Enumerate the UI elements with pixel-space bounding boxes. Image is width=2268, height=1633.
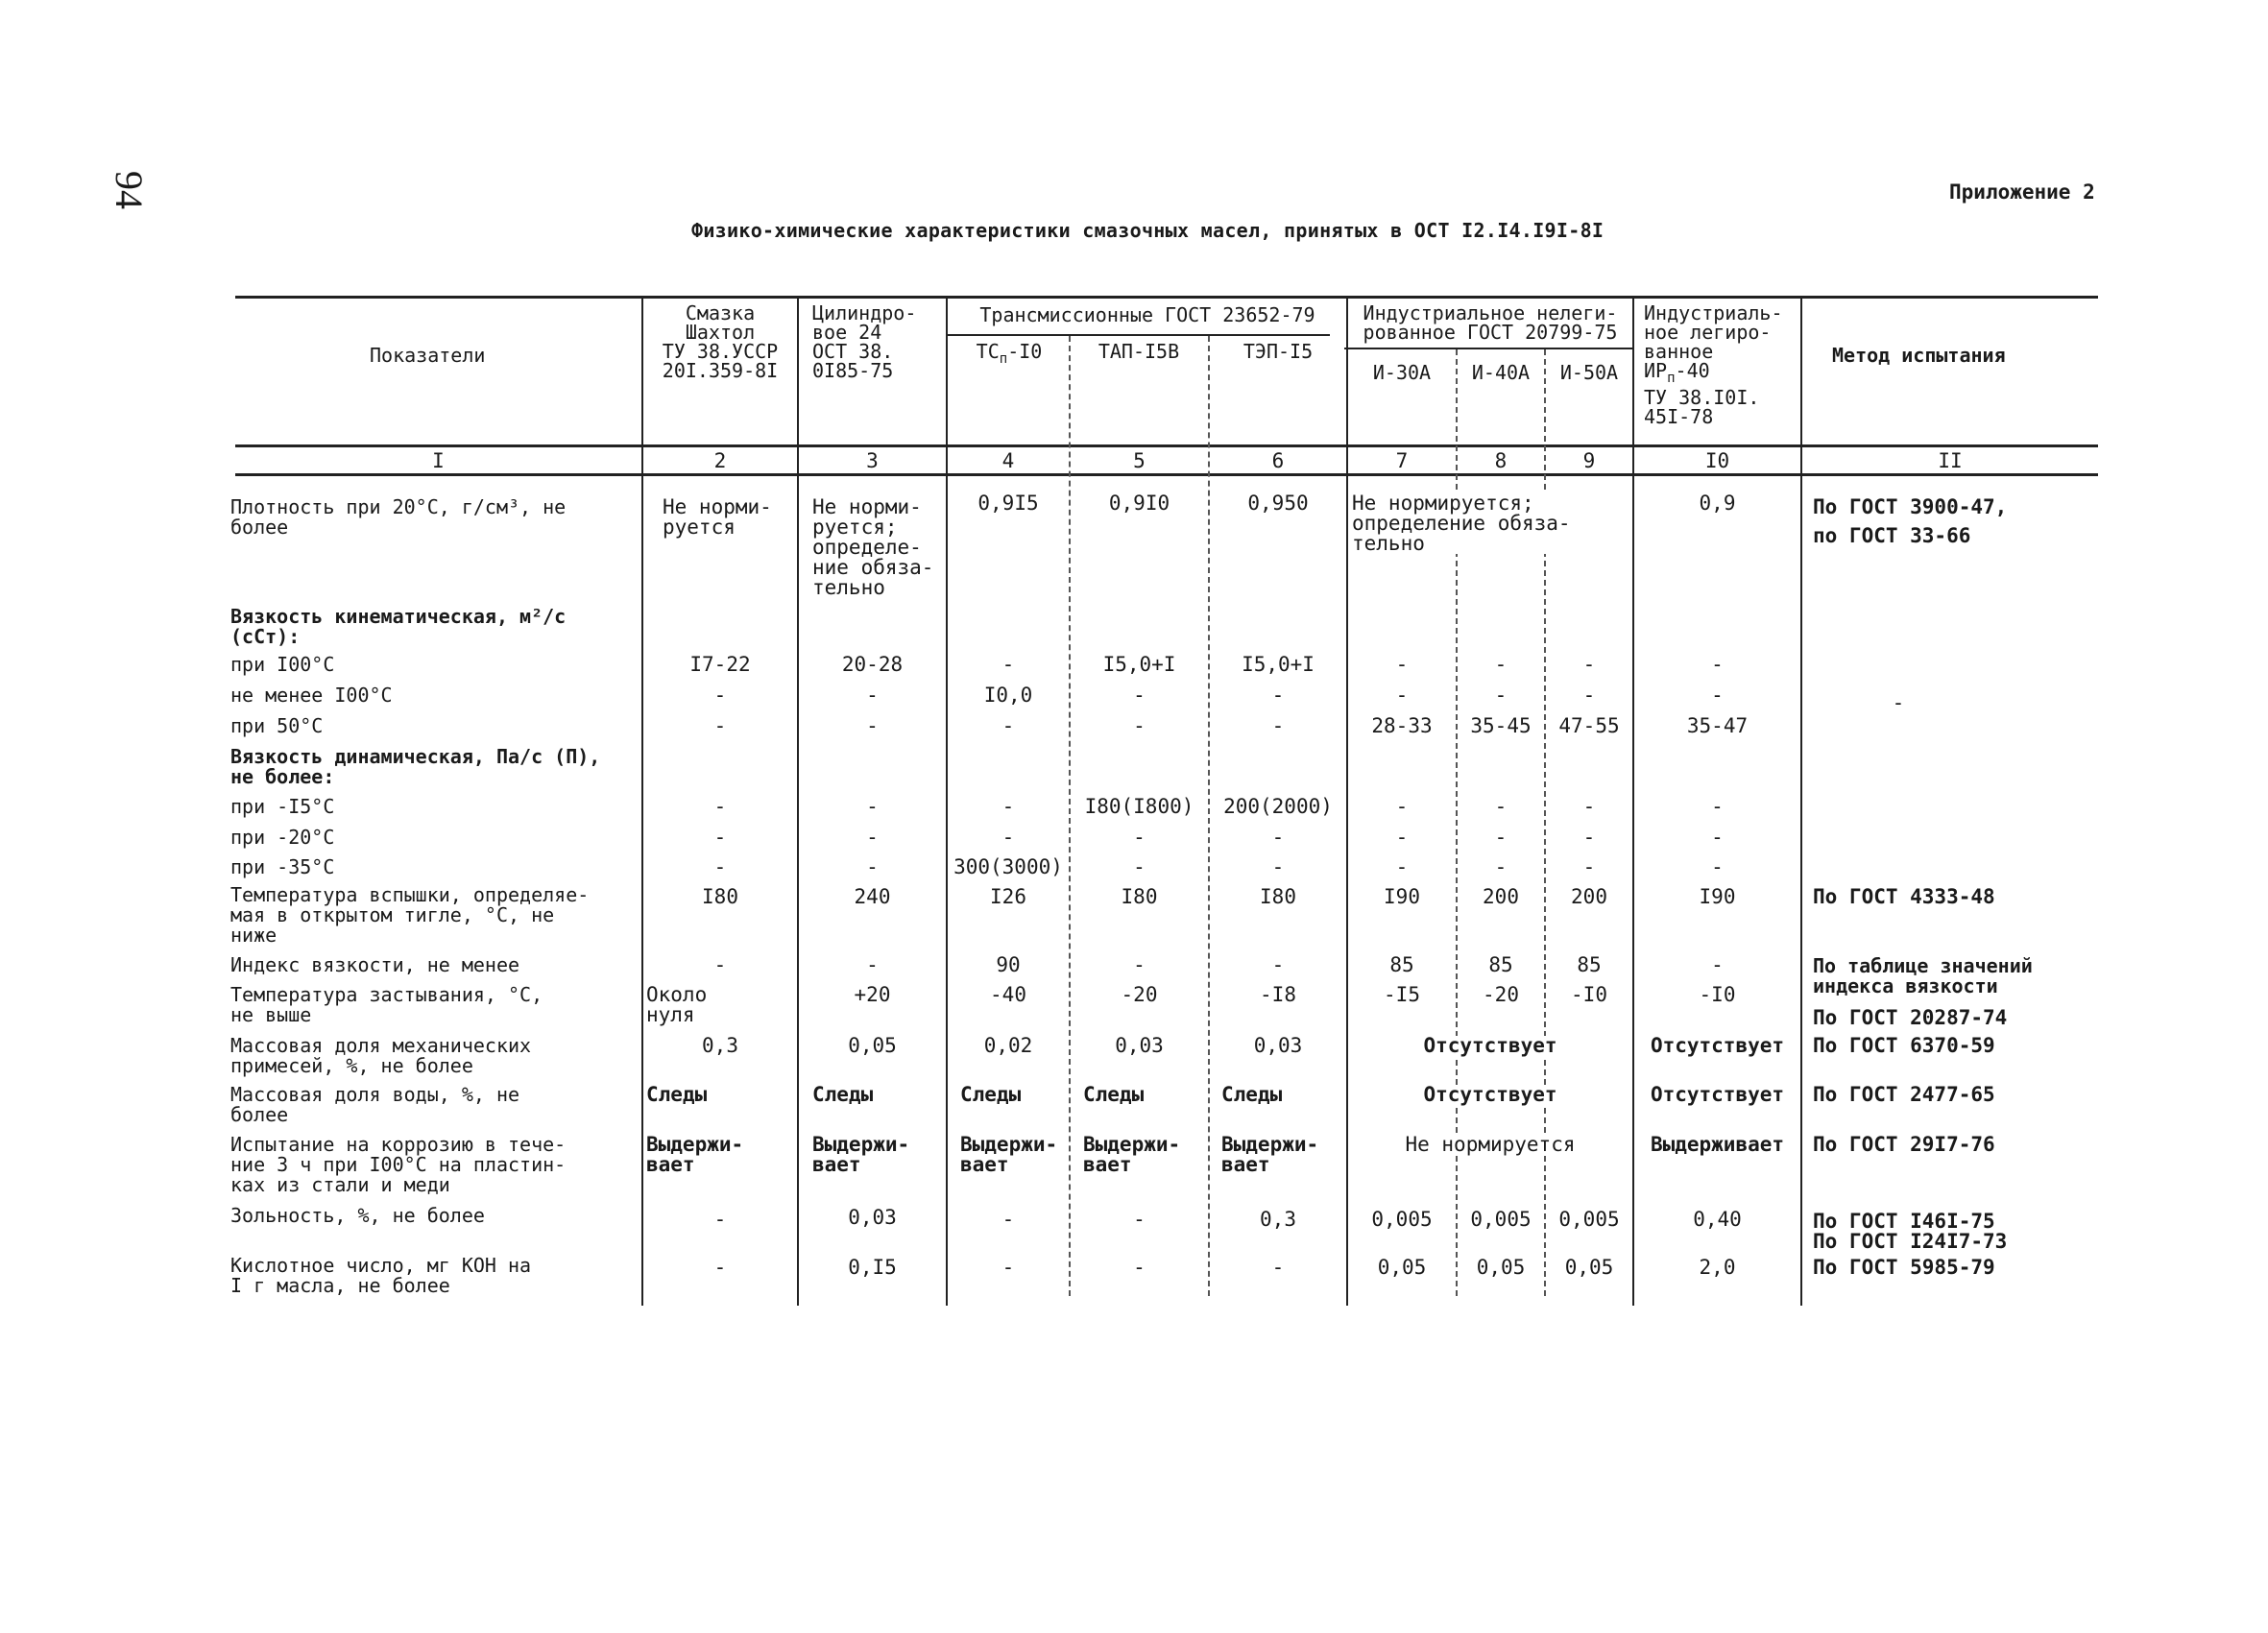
cell-tap: 0,9I0 <box>1108 492 1170 515</box>
cell-industrial: Отсутствует <box>1348 1036 1632 1056</box>
cell-cylinder: - <box>866 795 879 818</box>
cell-grease: - <box>713 953 727 976</box>
row-label: при -35°С <box>230 855 335 878</box>
cell-cylinder: - <box>866 855 879 878</box>
header-tap: ТАП-I5В <box>1098 340 1180 363</box>
cell-grease: I80 <box>702 885 738 908</box>
cell-tep: I5,0+I <box>1242 653 1315 676</box>
cell-method: По ГОСТ 6370-59 <box>1813 1034 1995 1057</box>
cell-tep: - <box>1271 855 1285 878</box>
cell-tsp: - <box>1001 795 1015 818</box>
cell-i50: - <box>1582 684 1596 707</box>
column-number: 5 <box>1133 449 1146 472</box>
header-indicator: Показатели <box>370 344 486 367</box>
cell-i40: 35-45 <box>1470 714 1532 737</box>
cell-i40: 200 <box>1483 885 1519 908</box>
header-cylinder: Цилиндро- вое 24 ОСТ 38. 0I85-75 <box>812 301 917 382</box>
cell-i30: - <box>1395 795 1409 818</box>
cell-grease: - <box>713 1256 727 1279</box>
cell-alloyed: - <box>1711 684 1724 707</box>
cell-i50: - <box>1582 795 1596 818</box>
cell-i40: -20 <box>1483 983 1519 1006</box>
cell-i50: 47-55 <box>1558 714 1620 737</box>
cell-tsp: 90 <box>996 953 1021 976</box>
cell-cylinder: Не норми- руется; определе- ние обяза- тельно <box>812 495 934 599</box>
cell-alloyed: -I0 <box>1699 983 1736 1006</box>
cell-cylinder: 20-28 <box>841 653 904 676</box>
column-number: I0 <box>1704 449 1730 472</box>
cell-tap: - <box>1133 855 1146 878</box>
cell-method: По ГОСТ 29I7-76 <box>1813 1133 1995 1156</box>
row-label: Массовая доля механических примесей, %, не более <box>230 1034 532 1077</box>
cell-alloyed: - <box>1711 953 1724 976</box>
cell-i50: 85 <box>1577 953 1602 976</box>
cell-alloyed: Выдерживает <box>1650 1133 1785 1156</box>
cell-i30: -I5 <box>1384 983 1420 1006</box>
cell-tsp: I26 <box>990 885 1026 908</box>
cell-alloyed: - <box>1711 826 1724 849</box>
cell-cylinder: 240 <box>854 885 891 908</box>
cell-tap: I80 <box>1121 885 1158 908</box>
cell-alloyed: 0,40 <box>1693 1208 1742 1231</box>
cell-tsp: - <box>1001 1208 1015 1231</box>
cell-industrial: Отсутствует <box>1348 1085 1632 1105</box>
row-label: не менее I00°С <box>230 684 393 707</box>
cell-tap: - <box>1133 953 1146 976</box>
cell-tap: - <box>1133 826 1146 849</box>
cell-cylinder: Следы <box>812 1083 874 1106</box>
cell-tsp: 300(3000) <box>953 855 1063 878</box>
cell-method: По ГОСТ 20287-74 <box>1813 1006 2008 1029</box>
cell-tep: -I8 <box>1260 983 1296 1006</box>
cell-i50: - <box>1582 855 1596 878</box>
header-tep: ТЭП-I5 <box>1243 340 1314 363</box>
cell-tsp: 0,9I5 <box>977 492 1039 515</box>
cell-method: По ГОСТ 5985-79 <box>1813 1256 1995 1279</box>
column-number: 2 <box>713 449 727 472</box>
cell-tap: -20 <box>1121 983 1158 1006</box>
cell-grease: 0,3 <box>702 1034 738 1057</box>
cell-i50: -I0 <box>1571 983 1607 1006</box>
appendix-label: Приложение 2 <box>1949 180 2095 204</box>
cell-i30: - <box>1395 684 1409 707</box>
cell-method: По ГОСТ 3900-47, <box>1813 495 2008 518</box>
cell-cylinder: +20 <box>854 983 891 1006</box>
cell-method: По ГОСТ I46I-75 По ГОСТ I24I7-73 <box>1813 1210 2008 1253</box>
cell-cylinder: - <box>866 953 879 976</box>
row-label: Зольность, %, не более <box>230 1204 485 1227</box>
cell-tep: - <box>1271 953 1285 976</box>
cell-i30: - <box>1395 855 1409 878</box>
cell-alloyed: Отсутствует <box>1650 1083 1785 1106</box>
cell-industrial: Не нормируется <box>1348 1135 1632 1155</box>
cell-method: По ГОСТ 2477-65 <box>1813 1083 1995 1106</box>
cell-cylinder: 0,I5 <box>848 1256 897 1279</box>
cell-grease: - <box>713 1208 727 1231</box>
cell-tsp: I0,0 <box>983 684 1033 707</box>
cell-alloyed: - <box>1711 653 1724 676</box>
cell-tap: - <box>1133 684 1146 707</box>
row-label: Температура вспышки, определяе- мая в открытом тигле, °С, не ниже <box>230 883 590 947</box>
cell-i30: 0,05 <box>1377 1256 1427 1279</box>
cell-tap: 0,03 <box>1115 1034 1164 1057</box>
cell-i40: 85 <box>1488 953 1513 976</box>
column-number: II <box>1938 449 1963 472</box>
cell-tep: Следы <box>1221 1083 1283 1106</box>
header-i50: И-50А <box>1559 361 1619 384</box>
cell-alloyed: - <box>1711 795 1724 818</box>
cell-tsp: Выдержи- вает <box>960 1133 1058 1176</box>
cell-alloyed: 2,0 <box>1699 1256 1736 1279</box>
cell-i40: - <box>1494 795 1508 818</box>
cell-grease: Не норми- руется <box>663 495 772 539</box>
cell-i50: 0,05 <box>1564 1256 1614 1279</box>
cell-tap: Выдержи- вает <box>1083 1133 1181 1176</box>
cell-tap: - <box>1133 714 1146 737</box>
row-label: Кислотное число, мг КОН на I г масла, не более <box>230 1254 532 1297</box>
cell-tep: Выдержи- вает <box>1221 1133 1319 1176</box>
cell-cylinder: Выдержи- вает <box>812 1133 910 1176</box>
cell-i50: 0,005 <box>1558 1208 1620 1231</box>
cell-method: По таблице значений индекса вязкости <box>1813 954 2033 997</box>
document-title: Физико-химические характеристики смазочных масел, принятых в ОСТ I2.I4.I9I-8I <box>691 219 1604 242</box>
cell-tep: - <box>1271 714 1285 737</box>
header-grease: Смазка Шахтол ТУ 38.УССР 20I.359-8I <box>662 301 779 382</box>
row-label: при -20°С <box>230 826 335 849</box>
cell-grease: - <box>713 684 727 707</box>
cell-tsp: - <box>1001 653 1015 676</box>
cell-i30: I90 <box>1384 885 1420 908</box>
cell-cylinder: - <box>866 684 879 707</box>
cell-grease: - <box>713 855 727 878</box>
cell-tsp: Следы <box>960 1083 1022 1106</box>
cell-tep: - <box>1271 1256 1285 1279</box>
header-industrial-group: Индустриальное нелеги- рованное ГОСТ 20799-75 <box>1363 301 1618 344</box>
cell-cylinder: - <box>866 826 879 849</box>
header-alloyed: Индустриаль- ное легиро- ванное $ИР_п-40$ ТУ 38.I0I. 45I-78 <box>1644 301 1783 428</box>
cell-i40: - <box>1494 684 1508 707</box>
cell-grease: I7-22 <box>689 653 751 676</box>
cell-grease: - <box>713 795 727 818</box>
cell-method: по ГОСТ 33-66 <box>1813 524 1971 547</box>
header-i40: И-40А <box>1471 361 1531 384</box>
cell-tsp: 0,02 <box>983 1034 1033 1057</box>
row-label: при -I5°С <box>230 795 335 818</box>
cell-i50: - <box>1582 826 1596 849</box>
cell-alloyed: - <box>1711 855 1724 878</box>
cell-grease: Выдержи- вает <box>646 1133 744 1176</box>
cell-cylinder: - <box>866 714 879 737</box>
cell-cylinder: 0,05 <box>848 1034 897 1057</box>
cell-i30: 85 <box>1389 953 1414 976</box>
cell-tap: - <box>1133 1208 1146 1231</box>
row-label: Испытание на коррозию в тече- ние 3 ч при I00°С на пластин- ках из стали и меди <box>230 1133 567 1196</box>
group-header-kinematic-viscosity: Вязкость кинематическая, м²/с (сСт): <box>230 605 567 648</box>
row-label: Индекс вязкости, не менее <box>230 953 520 976</box>
row-label: при I00°С <box>230 653 335 676</box>
column-number: 6 <box>1271 449 1285 472</box>
cell-i30: 28-33 <box>1371 714 1433 737</box>
cell-tep: 0,03 <box>1253 1034 1303 1057</box>
cell-grease: - <box>713 714 727 737</box>
cell-tap: I80(I800) <box>1084 795 1194 818</box>
column-number: 7 <box>1395 449 1409 472</box>
cell-tsp: - <box>1001 1256 1015 1279</box>
row-label: Массовая доля воды, %, не более <box>230 1083 520 1126</box>
cell-grease: Следы <box>646 1083 708 1106</box>
column-number: 9 <box>1582 449 1596 472</box>
row-label: Плотность при 20°С, г/см³, не более <box>230 495 567 539</box>
cell-tep: I80 <box>1260 885 1296 908</box>
cell-alloyed: Отсутствует <box>1650 1034 1785 1057</box>
cell-i50: - <box>1582 653 1596 676</box>
header-transmission-group: Трансмиссионные ГОСТ 23652-79 <box>979 303 1315 326</box>
cell-method: По ГОСТ 4333-48 <box>1813 885 1995 908</box>
cell-tep: 200(2000) <box>1223 795 1333 818</box>
cell-alloyed: 0,9 <box>1699 492 1736 515</box>
row-label: Температура застывания, °С, не выше <box>230 983 543 1026</box>
cell-tap: - <box>1133 1256 1146 1279</box>
cell-alloyed: 35-47 <box>1686 714 1749 737</box>
column-number: 8 <box>1494 449 1508 472</box>
cell-i40: 0,05 <box>1476 1256 1526 1279</box>
cell-i30: - <box>1395 826 1409 849</box>
header-method: Метод испытания <box>1832 344 2006 367</box>
cell-i50: 200 <box>1571 885 1607 908</box>
cell-tep: 0,3 <box>1260 1208 1296 1231</box>
cell-tsp: -40 <box>990 983 1026 1006</box>
cell-tep: - <box>1271 826 1285 849</box>
cell-i30: 0,005 <box>1371 1208 1433 1231</box>
cell-i40: - <box>1494 826 1508 849</box>
column-number: 3 <box>866 449 879 472</box>
cell-tsp: - <box>1001 714 1015 737</box>
header-tsp: $ТС_п-I0$ <box>976 340 1043 367</box>
cell-tap: Следы <box>1083 1083 1145 1106</box>
cell-industrial: Не нормируется; определение обяза- тельно <box>1352 493 1577 554</box>
cell-alloyed: I90 <box>1699 885 1736 908</box>
cell-i40: - <box>1494 653 1508 676</box>
row-label: при 50°С <box>230 714 324 737</box>
header-i30: И-30А <box>1372 361 1432 384</box>
page-number: 94 <box>108 171 151 209</box>
cell-i40: - <box>1494 855 1508 878</box>
group-header-dynamic-viscosity: Вязкость динамическая, Па/с (П), не более: <box>230 745 601 788</box>
cell-i30: - <box>1395 653 1409 676</box>
cell-grease: Около нуля <box>646 983 708 1026</box>
cell-tsp: - <box>1001 826 1015 849</box>
cell-i40: 0,005 <box>1470 1208 1532 1231</box>
cell-grease: - <box>713 826 727 849</box>
cell-cylinder: 0,03 <box>848 1206 897 1229</box>
cell-tep: - <box>1271 684 1285 707</box>
cell-method: - <box>1892 691 1905 714</box>
column-number: 4 <box>1001 449 1015 472</box>
column-number: I <box>432 449 445 472</box>
cell-tep: 0,950 <box>1247 492 1309 515</box>
cell-tap: I5,0+I <box>1102 653 1176 676</box>
